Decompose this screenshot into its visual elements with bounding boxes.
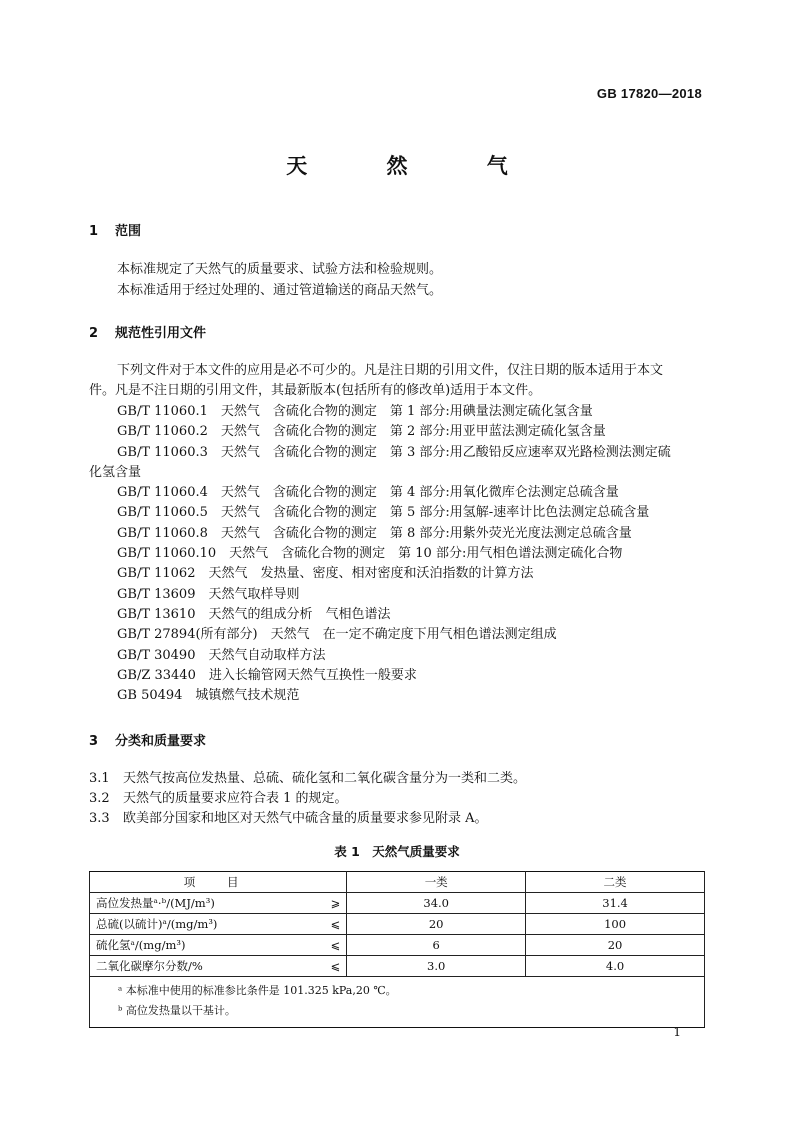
row-operator: ⩽ bbox=[325, 956, 347, 977]
section-number: 3 bbox=[89, 734, 99, 749]
clause-text: 天然气的质量要求应符合表 1 的规定。 bbox=[123, 791, 348, 806]
clause-3-3 bbox=[89, 809, 488, 829]
table-notes-row bbox=[90, 977, 705, 1028]
document-title: 天 然 气 bbox=[286, 154, 544, 178]
header-item: 项 目 bbox=[90, 872, 347, 893]
table-row bbox=[90, 893, 705, 914]
reference-item: GB/T 27894(所有部分) 天然气 在一定不确定度下用气相色谱法测定组成 bbox=[117, 627, 557, 643]
reference-item: GB/T 11060.10 天然气 含硫化合物的测定 第 10 部分:用气相色谱法测定硫化合物 bbox=[117, 546, 623, 562]
reference-item: GB/T 11060.3 天然气 含硫化合物的测定 第 3 部分:用乙酸铅反应速率双光路检测法测定硫 bbox=[117, 444, 671, 460]
clause-number: 3.2 bbox=[89, 791, 110, 806]
paragraph: 本标准适用于经过处理的、通过管道输送的商品天然气。 bbox=[117, 283, 443, 298]
clause-3-2 bbox=[89, 789, 348, 809]
page-number: 1 bbox=[673, 1025, 681, 1039]
reference-item: GB/Z 33440 进入长输管网天然气互换性一般要求 bbox=[117, 667, 417, 683]
row-class2-value: 100 bbox=[526, 914, 705, 935]
quality-requirements-table bbox=[89, 871, 705, 1028]
row-operator: ⩽ bbox=[325, 914, 347, 935]
table-notes bbox=[90, 977, 705, 1028]
reference-item: GB/T 11060.5 天然气 含硫化合物的测定 第 5 部分:用氢解-速率计比色法测定总硫含量 bbox=[117, 505, 650, 521]
row-class2-value: 20 bbox=[526, 935, 705, 956]
clause-text: 天然气按高位发热量、总硫、硫化氢和二氧化碳含量分为一类和二类。 bbox=[123, 771, 527, 786]
header-class2: 二类 bbox=[526, 872, 705, 893]
section-title: 规范性引用文件 bbox=[115, 326, 207, 341]
row-item: 总硫(以硫计)ᵃ/(mg/m³) bbox=[90, 914, 325, 935]
table-row bbox=[90, 956, 705, 977]
section-title: 分类和质量要求 bbox=[115, 734, 207, 749]
row-operator: ⩽ bbox=[325, 935, 347, 956]
section-2-heading bbox=[89, 322, 206, 341]
section-number: 2 bbox=[89, 326, 99, 341]
row-item: 硫化氢ᵃ/(mg/m³) bbox=[90, 935, 325, 956]
reference-item: GB/T 30490 天然气自动取样方法 bbox=[117, 647, 326, 663]
section-1-heading bbox=[89, 220, 141, 239]
reference-item: GB/T 11060.1 天然气 含硫化合物的测定 第 1 部分:用碘量法测定硫化氢含量 bbox=[117, 404, 593, 419]
paragraph: 本标准规定了天然气的质量要求、试验方法和检验规则。 bbox=[117, 262, 443, 277]
reference-item: GB/T 13609 天然气取样导则 bbox=[117, 586, 300, 602]
row-class1-value: 3.0 bbox=[347, 956, 526, 977]
reference-item: GB/T 13610 天然气的组成分析 气相色谱法 bbox=[117, 606, 391, 622]
table-header-row bbox=[90, 872, 705, 893]
section-number: 1 bbox=[89, 224, 99, 239]
table-caption: 表 1 天然气质量要求 bbox=[334, 844, 460, 859]
clause-3-1 bbox=[89, 769, 526, 789]
section-3-heading bbox=[89, 730, 206, 749]
row-item: 高位发热量ᵃ·ᵇ/(MJ/m³) bbox=[90, 893, 325, 914]
table-note: ᵇ 高位发热量以干基计。 bbox=[118, 1004, 236, 1017]
reference-item: GB/T 11060.4 天然气 含硫化合物的测定 第 4 部分:用氧化微库仑法测定总硫含量 bbox=[117, 485, 619, 501]
clause-number: 3.1 bbox=[89, 771, 110, 786]
reference-item: GB/T 11062 天然气 发热量、密度、相对密度和沃泊指数的计算方法 bbox=[117, 566, 534, 582]
row-class2-value: 4.0 bbox=[526, 956, 705, 977]
row-class1-value: 20 bbox=[347, 914, 526, 935]
paragraph: 下列文件对于本文件的应用是必不可少的。凡是注日期的引用文件，仅注日期的版本适用于本文 bbox=[117, 363, 664, 378]
section-title: 范围 bbox=[115, 224, 142, 239]
reference-list bbox=[89, 402, 671, 706]
clause-number: 3.3 bbox=[89, 811, 110, 826]
clause-text: 欧美部分国家和地区对天然气中硫含量的质量要求参见附录 A。 bbox=[123, 811, 488, 826]
table-row bbox=[90, 935, 705, 956]
table-note: ᵃ 本标准中使用的标准参比条件是 101.325 kPa,20 ℃。 bbox=[118, 984, 397, 997]
standard-code: GB 17820—2018 bbox=[596, 86, 702, 101]
table-row bbox=[90, 914, 705, 935]
row-class1-value: 34.0 bbox=[347, 893, 526, 914]
row-item: 二氧化碳摩尔分数/% bbox=[90, 956, 325, 977]
row-class2-value: 31.4 bbox=[526, 893, 705, 914]
paragraph: 件。凡是不注日期的引用文件，其最新版本(包括所有的修改单)适用于本文件。 bbox=[89, 383, 542, 398]
reference-item: GB 50494 城镇燃气技术规范 bbox=[117, 688, 300, 704]
row-class1-value: 6 bbox=[347, 935, 526, 956]
reference-item: GB/T 11060.2 天然气 含硫化合物的测定 第 2 部分:用亚甲蓝法测定硫化氢含量 bbox=[117, 424, 606, 440]
reference-item: GB/T 11060.8 天然气 含硫化合物的测定 第 8 部分:用紫外荧光光度法测定总硫含量 bbox=[117, 525, 632, 541]
header-class1: 一类 bbox=[347, 872, 526, 893]
row-operator: ⩾ bbox=[325, 893, 347, 914]
reference-item-continuation: 化氢含量 bbox=[89, 464, 142, 480]
